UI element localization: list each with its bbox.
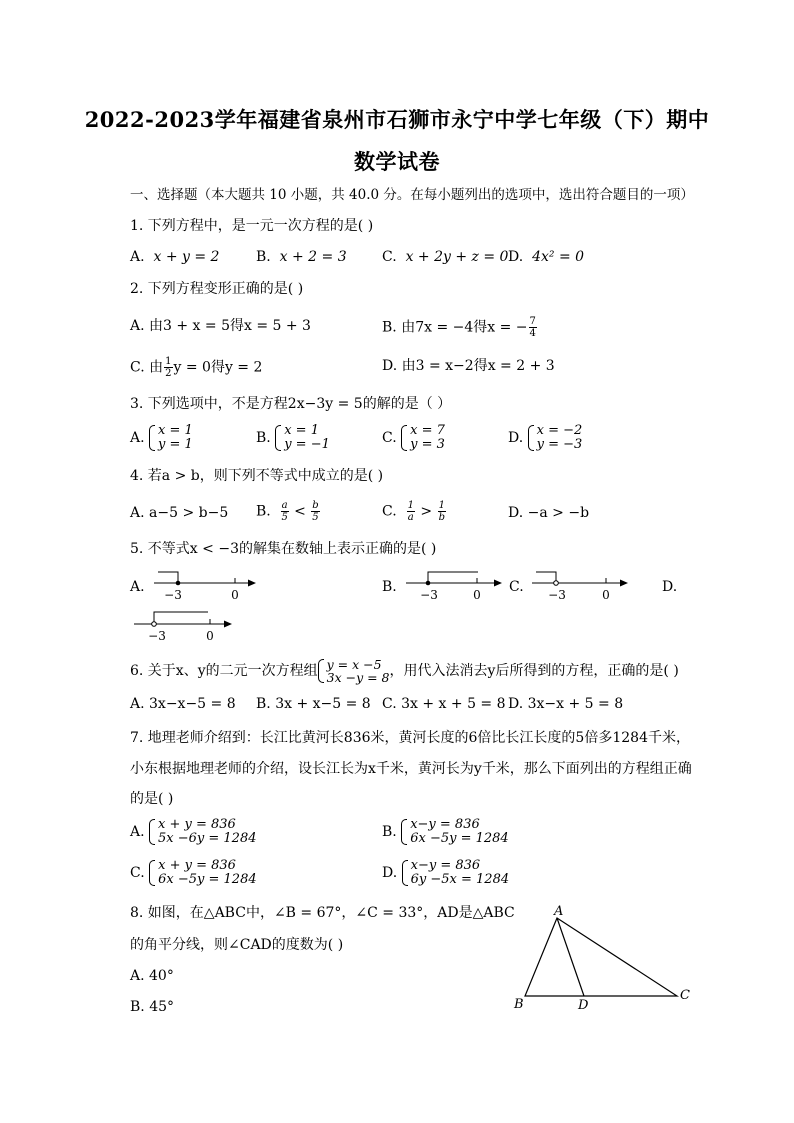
q7-stem-line3: 的是( ) — [130, 791, 174, 807]
option-expr: x + 2 = 3 — [279, 249, 347, 265]
q2-option-c: C. 由 $\frac{1}{2}$ y = 0得y = 2 — [130, 356, 263, 379]
option-letter: A. — [130, 249, 145, 265]
q5-option-d-letter: D. — [662, 579, 678, 595]
q1-option-a — [130, 247, 219, 267]
equation-system: x−y = 836 6x −5y = 1284 — [401, 818, 508, 846]
fraction: $\frac{1}{b}$ — [438, 500, 445, 523]
equation-system: x = 1 y = 1 — [149, 424, 193, 452]
q7-stem-line1: 7. 地理老师介绍到：长江比黄河长836米，黄河长度的6倍比长江长度的5倍多1284千米， — [130, 730, 690, 746]
q5-option-c-letter: C. — [509, 579, 524, 595]
section-heading: 一、选择题（本大题共 10 小题，共 40.0 分。在每小题列出的选项中，选出符合题目的一项） — [130, 187, 694, 203]
q1-stem: 1. 下列方程中，是一元一次方程的是( ) — [130, 218, 374, 234]
triangle-abc-figure — [510, 898, 700, 1016]
svg-text:0: 0 — [602, 588, 610, 602]
q8-option-b: B. 45° — [130, 999, 175, 1015]
option-letter: D. — [508, 249, 524, 265]
q5-option-d-numberline — [132, 606, 236, 646]
q7-stem-line2: 小东根据地理老师的介绍，设长江长为x千米，黄河长为y千米，那么下面列出的方程组正确 — [130, 761, 692, 777]
svg-text:−3: −3 — [420, 588, 438, 602]
q4-option-d: D. −a > −b — [508, 505, 590, 521]
q7-option-d: D. x−y = 836 6y −5x = 1284 — [382, 858, 510, 887]
exam-title-line1: 2022-2023学年福建省泉州市石狮市永宁中学七年级（下）期中 — [84, 107, 710, 132]
option-expr: 4x² = 0 — [532, 249, 585, 265]
svg-text:0: 0 — [473, 588, 481, 602]
q6-stem: 6. 关于x、y的二元一次方程组 y = x −5 3x −y = 8 ，用代入法消去y后所得到的方程，正确的是( ) — [130, 657, 679, 685]
q6-option-a: A. 3x−x−5 = 8 — [130, 696, 236, 712]
equation-system: x + y = 836 5x −6y = 1284 — [149, 818, 256, 846]
q4-option-c: C. $\frac{1}{a}$ > $\frac{1}{b}$ — [382, 500, 445, 523]
fraction: $\frac{1}{2}$ — [165, 356, 172, 379]
q3-option-a: A. x = 1 y = 1 — [130, 423, 193, 452]
svg-text:0: 0 — [206, 629, 214, 643]
fraction: $\frac{a}{5}$ — [281, 500, 288, 523]
q5-option-b-letter: B. — [382, 579, 397, 595]
q1-option-d — [508, 247, 584, 267]
equation-system: x = 7 y = 3 — [401, 424, 445, 452]
q5-option-b-numberline — [400, 566, 508, 606]
q3-stem: 3. 下列选项中，不是方程2x−3y = 5的解的是（ ） — [130, 396, 452, 412]
equation-system: x = −2 y = −3 — [528, 424, 583, 452]
equation-system: x + y = 836 6x −5y = 1284 — [149, 859, 256, 887]
equation-system: y = x −5 3x −y = 8 — [318, 658, 390, 684]
q7-option-b: B. x−y = 836 6x −5y = 1284 — [382, 817, 509, 846]
triangle-abc — [525, 918, 677, 996]
q7-option-a: A. x + y = 836 5x −6y = 1284 — [130, 817, 257, 846]
q5-stem: 5. 不等式x < −3的解集在数轴上表示正确的是( ) — [130, 541, 437, 557]
q2-option-d: D. 由3 = x−2得x = 2 + 3 — [382, 358, 555, 374]
q3-option-d: D. x = −2 y = −3 — [508, 423, 583, 452]
q8-stem-line1: 8. 如图，在△ABC中，∠B = 67°，∠C = 33°，AD是△ABC — [130, 905, 515, 921]
q8-stem-line2: 的角平分线，则∠CAD的度数为( ) — [130, 937, 344, 953]
svg-text:−3: −3 — [148, 629, 166, 643]
q6-option-d: D. 3x−x + 5 = 8 — [508, 696, 624, 712]
option-letter: C. — [382, 249, 397, 265]
q2-option-a: A. 由3 + x = 5得x = 5 + 3 — [130, 318, 311, 334]
angle-bisector-ad — [557, 918, 584, 996]
q4-option-a: A. a−5 > b−5 — [130, 505, 229, 521]
fraction: $\frac{b}{5}$ — [312, 500, 319, 523]
option-expr: x + y = 2 — [153, 249, 220, 265]
q6-option-b: B. 3x + x−5 = 8 — [256, 696, 371, 712]
option-expr: x + 2y + z = 0 — [405, 249, 509, 265]
svg-text:−3: −3 — [548, 588, 566, 602]
q6-option-c: C. 3x + x + 5 = 8 — [382, 696, 506, 712]
vertex-a-label: A — [554, 904, 564, 919]
vertex-c-label: C — [680, 988, 690, 1003]
q1-option-b — [256, 247, 347, 267]
fraction: $\frac{1}{a}$ — [407, 500, 414, 523]
option-letter: B. — [256, 249, 271, 265]
q2-option-b: B. 由7x = −4得x = − $\frac{7}{4}$ — [382, 316, 536, 339]
q5-option-a-numberline — [150, 566, 260, 606]
q5-option-c-numberline — [528, 566, 632, 606]
vertex-b-label: B — [514, 997, 524, 1012]
q3-option-b: B. x = 1 y = −1 — [256, 423, 330, 452]
q8-option-a: A. 40° — [130, 968, 174, 984]
fraction: $\frac{7}{4}$ — [529, 316, 536, 339]
q2-stem: 2. 下列方程变形正确的是( ) — [130, 281, 304, 297]
q1-option-c — [382, 247, 508, 267]
svg-text:−3: −3 — [164, 588, 182, 602]
equation-system: x−y = 836 6y −5x = 1284 — [402, 859, 509, 887]
q4-stem: 4. 若a > b，则下列不等式中成立的是( ) — [130, 468, 384, 484]
svg-text:0: 0 — [231, 588, 239, 602]
q5-option-a-letter: A. — [130, 579, 145, 595]
exam-title-line2: 数学试卷 — [354, 149, 440, 174]
point-d-label: D — [578, 998, 589, 1013]
equation-system: x = 1 y = −1 — [275, 424, 330, 452]
q3-option-c: C. x = 7 y = 3 — [382, 423, 445, 452]
q4-option-b: B. $\frac{a}{5}$ < $\frac{b}{5}$ — [256, 500, 319, 523]
q7-option-c: C. x + y = 836 6x −5y = 1284 — [130, 858, 257, 887]
